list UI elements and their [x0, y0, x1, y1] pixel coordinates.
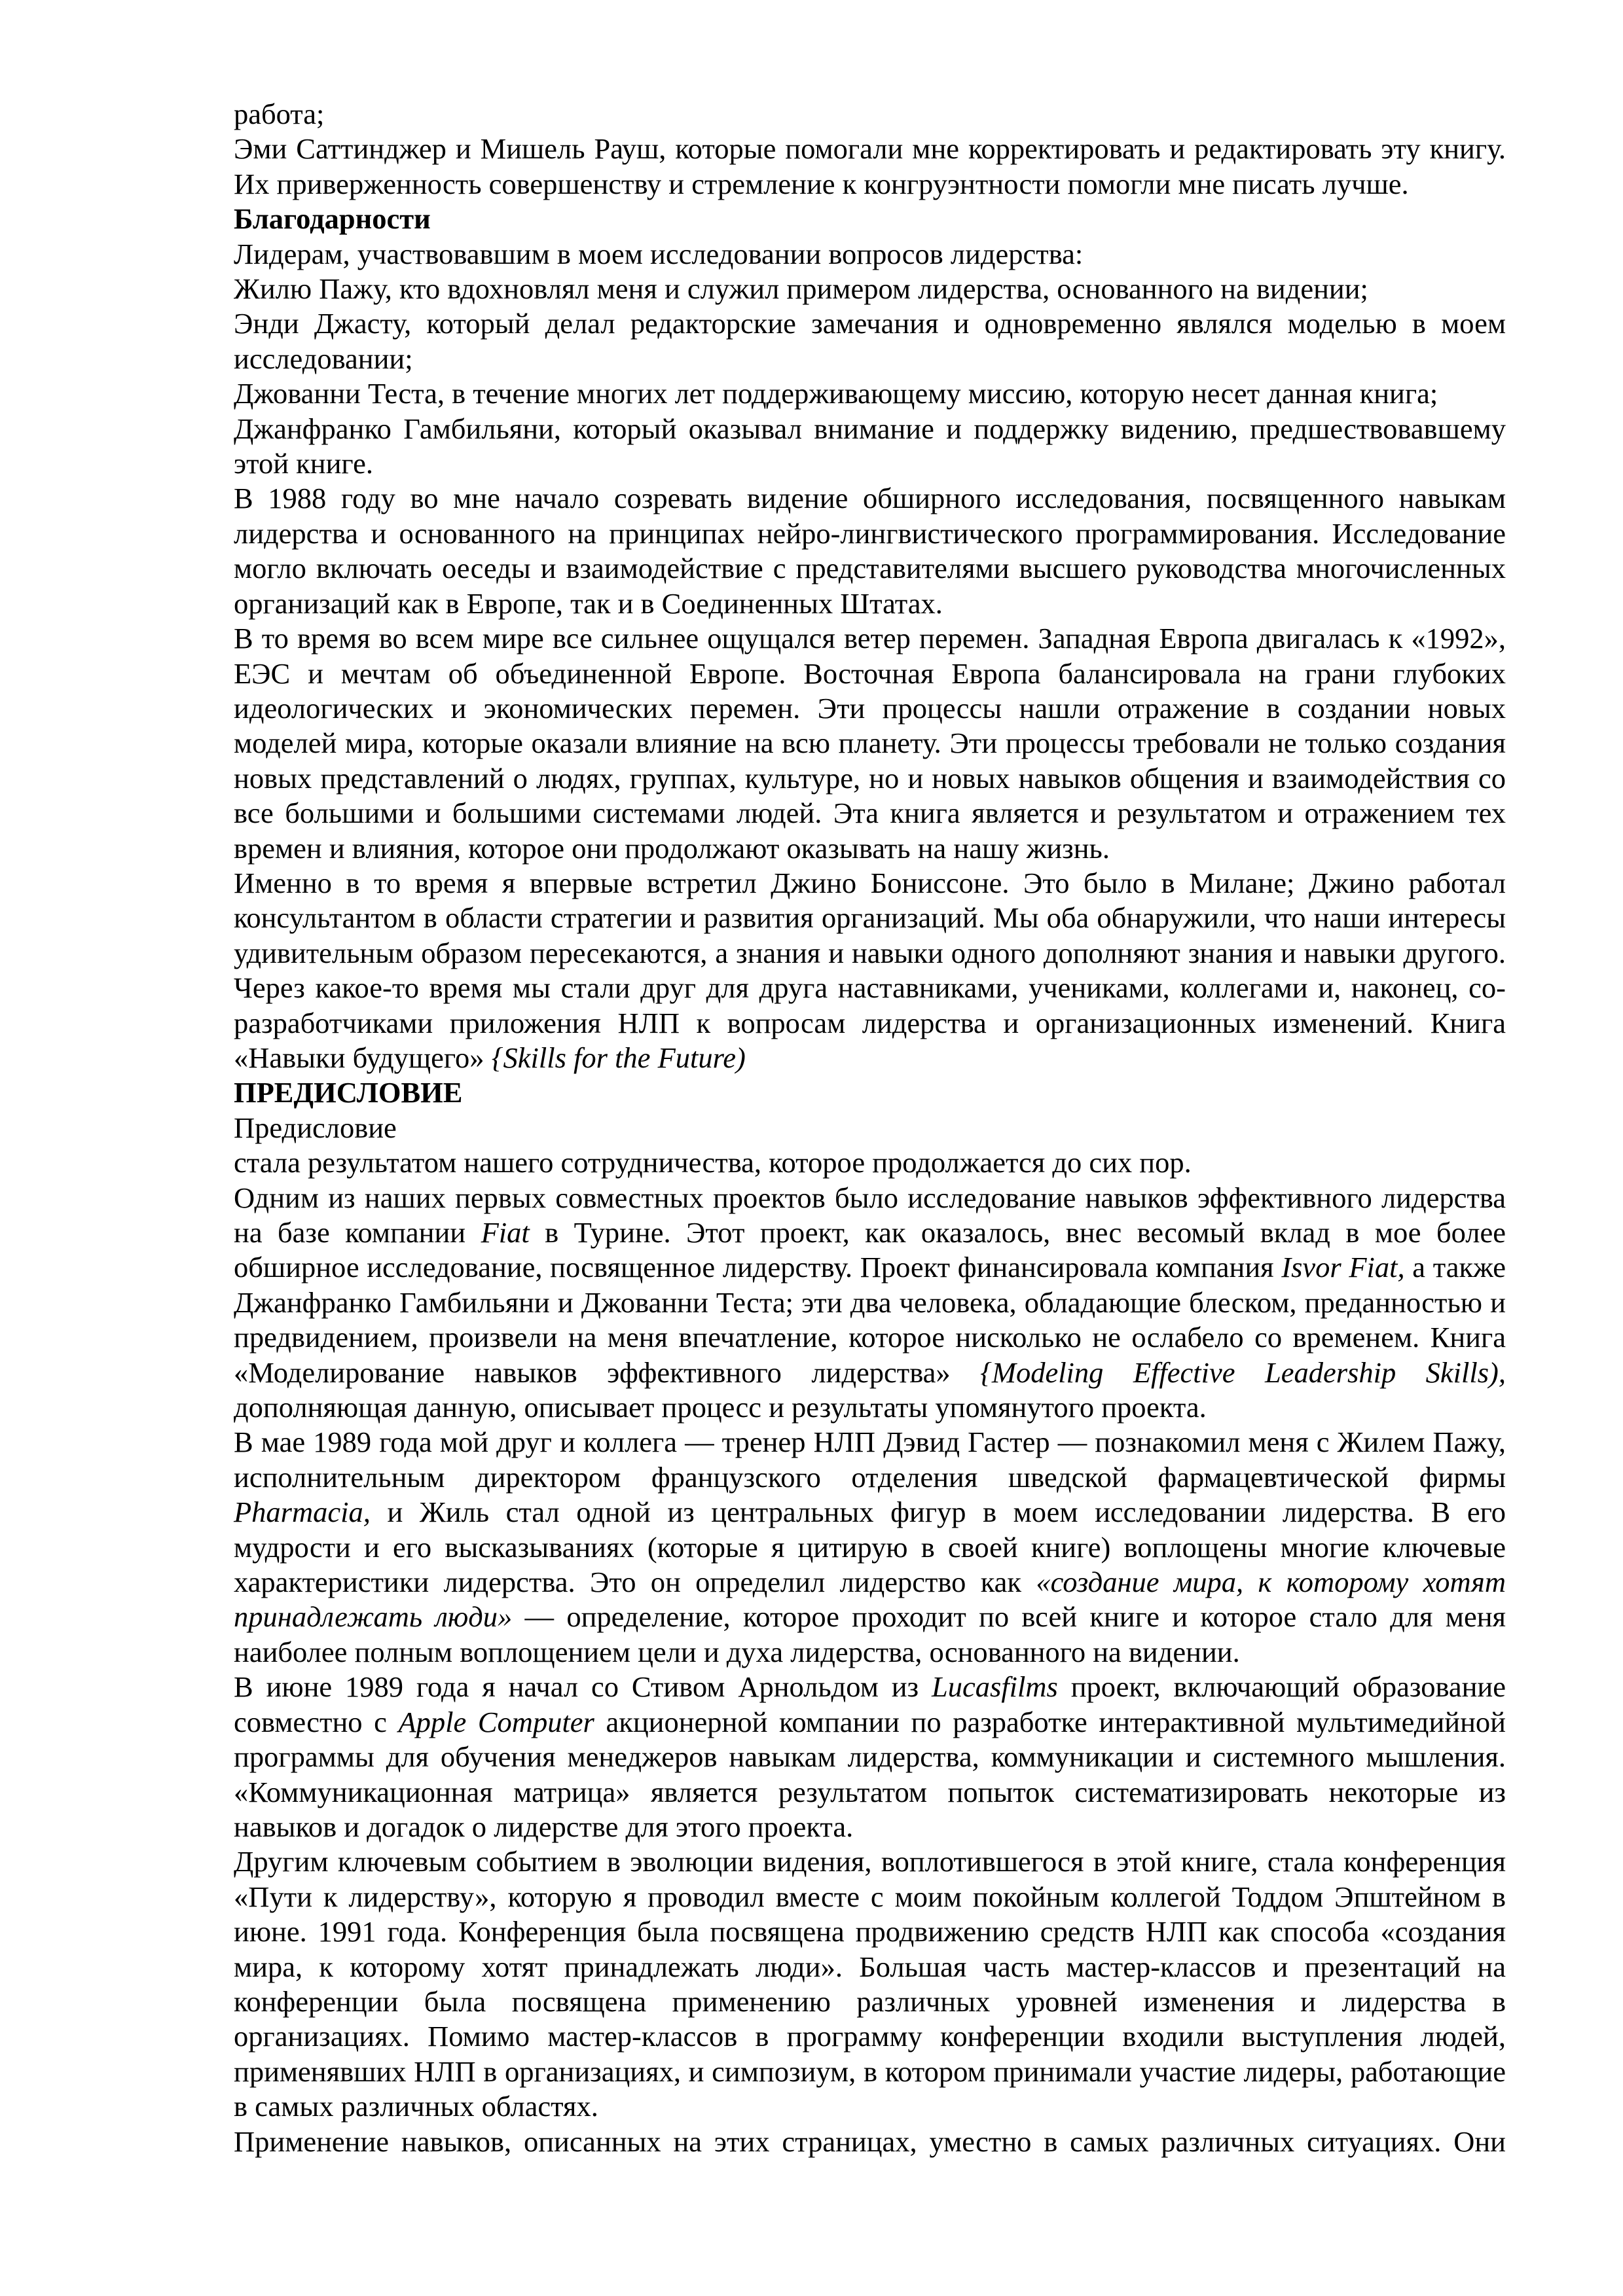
paragraph [234, 97, 1506, 132]
text-run: В мае 1989 года мой друг и коллега — тренер НЛП Дэвид Гастер — познакомил меня с Жилем Пажу, исполнительным директором французского отделения шведской фармацевтической фирмы [234, 1426, 1506, 1494]
paragraph [234, 412, 1506, 482]
paragraph [234, 621, 1506, 866]
text-run: В то время во всем мире все сильнее ощущался ветер перемен. Западная Европа двигалась к «1992», ЕЭС и мечтам об объединенной Европе. Восточная Европа балансировала на грани глубоких идеологических и экономических перемен. Эти процессы нашли отражение в создании новых моделей мира, которые оказали влияние на всю планету. Эти процессы требовали не только создания новых представлений о людях, группах, культуре, но и новых навыков общения и взаимодействия со все большими и большими системами людей. Эта книга является и результатом и отражением тех времен и влияния, которое они продолжают оказывать на нашу жизнь. [234, 622, 1506, 865]
paragraph [234, 1670, 1506, 1844]
italic-text: Isvor Fiat, [1281, 1251, 1405, 1284]
italic-text: «создание мира, к которому хотят принадлежать люди» [234, 1566, 1506, 1634]
paragraph [234, 132, 1506, 202]
text-run: Предисловие [234, 1111, 397, 1144]
paragraph [234, 306, 1506, 376]
text-run: а также Джанфранко Гамбильяни и Джованни Теста; эти два человека, обладающие блеском, преданностью и предвидением, произвели на меня впечатление, которое нисколько не ослабело со временем. Книга «Моделирование навыков эффективного лидерства» [234, 1251, 1506, 1389]
paragraph [234, 376, 1506, 411]
text-run: Одним из наших первых совместных проектов было исследование навыков эффективного лидерства на базе компании [234, 1181, 1506, 1249]
section-heading: ПРЕДИСЛОВИЕ [234, 1076, 463, 1109]
text-run: В июне 1989 года я начал со Стивом Арнольдом из [234, 1670, 932, 1704]
text-run: Именно в то время я впервые встретил Джино Бониссоне. Это было в Милане; Джино работал консультантом в области стратегии и развития организаций. Мы оба обнаружили, что наши интересы удивительным образом пересекаются, а знания и навыки одного дополняют знания и навыки другого. Через какое-то время мы стали друг для друга наставниками, учениками, коллегами и, наконец, со-разработчиками приложения НЛП к вопросам лидерства и организационных изменений. Книга «Навыки будущего» [234, 866, 1506, 1074]
text-run: В 1988 году во мне начало созревать видение обширного исследования, посвященного навыкам лидерства и основанного на принципах нейро-лингвистического программирования. Исследование могло включать оеседы и взаимодействие с представителями высшего руководства многочисленных организаций как в Европе, так и в Соединенных Штатах. [234, 482, 1506, 620]
paragraph [234, 1181, 1506, 1426]
text-run: в Турине. Этот проект, как оказалось, внес весомый вклад в мое более обширное исследование, посвященное лидерству. Проект финансировала компания [234, 1216, 1506, 1284]
italic-text: Apple Computer [398, 1705, 594, 1738]
text-run: Лидерам, участвовавшим в моем исследовании вопросов лидерства: [234, 237, 1084, 270]
italic-text: {Modeling Effective Leadership Skills), [980, 1355, 1506, 1389]
text-run: Джованни Теста, в течение многих лет поддерживающему миссию, которую несет данная книга; [234, 377, 1438, 410]
text-run: Эми Саттинджер и Мишель Рауш, которые помогали мне корректировать и редактировать эту книгу. Их приверженность совершенству и стремление к конгруэнтности помогли мне писать лучше. [234, 132, 1506, 200]
italic-text: Fiat [481, 1216, 530, 1249]
italic-text: Pharmacia, [234, 1496, 371, 1529]
document-page [234, 97, 1506, 2159]
text-run: стала результатом нашего сотрудничества, которое продолжается до сих пор. [234, 1146, 1192, 1179]
paragraph [234, 481, 1506, 621]
paragraph [234, 1844, 1506, 2124]
text-run: Джанфранко Гамбильяни, который оказывал внимание и поддержку видению, предшествовавшему этой книге. [234, 412, 1506, 480]
paragraph [234, 866, 1506, 1075]
text-run: работа; [234, 98, 325, 130]
text-run: проект, включающий образование совместно с [234, 1670, 1506, 1738]
paragraph [234, 237, 1506, 272]
paragraph [234, 2125, 1506, 2159]
text-run: Применение навыков, описанных на этих страницах, уместно в самых различных ситуациях. Они [234, 2125, 1506, 2158]
section-heading: Благодарности [234, 202, 431, 236]
paragraph [234, 272, 1506, 306]
text-run: Жилю Пажу, кто вдохновлял меня и служил примером лидерства, основанного на видении; [234, 272, 1368, 306]
italic-text: {Skills for the Future) [491, 1041, 746, 1074]
text-run: — определение, которое проходит по всей книге и которое стало для меня наиболее полным воплощением цели и духа лидерства, основанного на видении. [234, 1600, 1506, 1668]
text-run: акционерной компании по разработке интерактивной мультимедийной программы для обучения менеджеров навыкам лидерства, коммуникации и системного мышления. «Коммуникационная матрица» является результатом попыток систематизировать некоторые из навыков и догадок о лидерстве для этого проекта. [234, 1705, 1506, 1843]
text-run: дополняющая данную, описывает процесс и результаты упомянутого проекта. [234, 1391, 1207, 1424]
text-run: Другим ключевым событием в эволюции видения, воплотившегося в этой книге, стала конференция «Пути к лидерству», которую я проводил вместе с моим покойным коллегой Тоддом Эпштейном в июне. 1991 года. Конференция была посвящена продвижению средств НЛП как способа «создания мира, к которому хотят принадлежать люди». Большая часть мастер-классов и презентаций на конференции была посвящена применению различных уровней изменения и лидерства в организациях. Помимо мастер-классов в программу конференции входили выступления людей, применявших НЛП в организациях, и симпозиум, в котором принимали участие лидеры, работающие в самых различных областях. [234, 1845, 1506, 2123]
paragraph [234, 1145, 1506, 1180]
paragraph [234, 1425, 1506, 1670]
paragraph [234, 1111, 1506, 1145]
text-run: Энди Джасту, который делал редакторские замечания и одновременно являлся моделью в моем исследовании; [234, 307, 1506, 375]
text-run: и Жиль стал одной из центральных фигур в моем исследовании лидерства. В его мудрости и его высказываниях (которые я цитирую в своей книге) воплощены многие ключевые характеристики лидерства. Это он определил лидерство как [234, 1496, 1506, 1599]
italic-text: Lucasfilms [932, 1670, 1058, 1704]
